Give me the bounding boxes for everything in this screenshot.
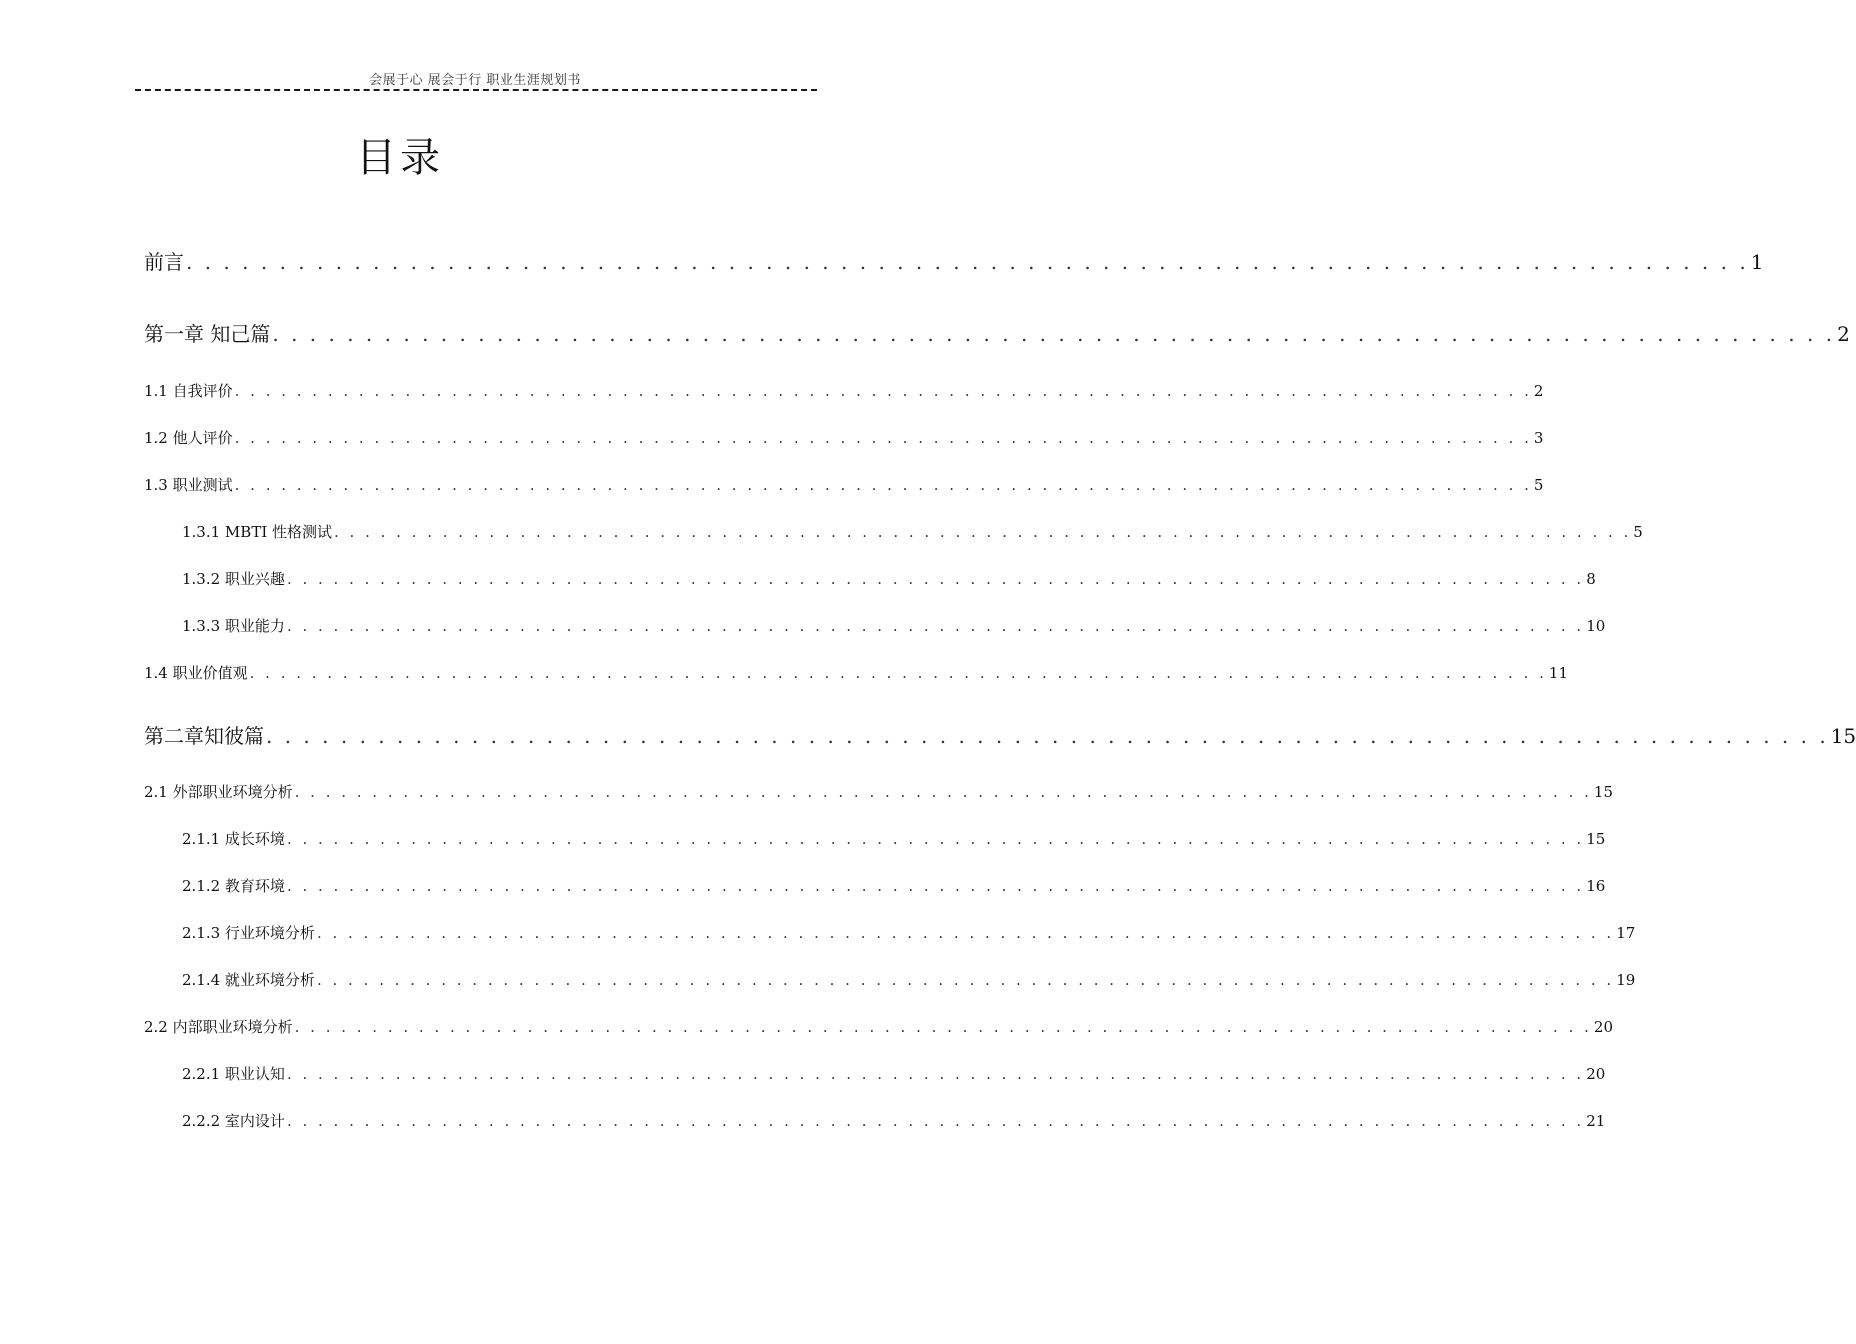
toc-page-number: 5 bbox=[1533, 476, 1544, 494]
toc-entry-label: 2.1.2 教育环境 bbox=[182, 877, 285, 895]
toc-entry-1-3-2[interactable] bbox=[182, 568, 1596, 589]
toc-entry-label: 1.3.2 职业兴趣 bbox=[182, 570, 285, 588]
toc-entry-label: 第二章知彼篇 bbox=[144, 724, 264, 748]
toc-entry-2-1[interactable] bbox=[144, 781, 1613, 802]
toc-entry-1-1[interactable] bbox=[144, 380, 1544, 401]
toc-entry-2-1-3[interactable] bbox=[182, 922, 1636, 943]
toc-page-number: 15 bbox=[1586, 830, 1606, 848]
toc-page-number: 20 bbox=[1593, 1018, 1613, 1036]
toc-title: 目录 bbox=[356, 135, 444, 181]
toc-entry-chapter-1[interactable] bbox=[144, 318, 1850, 347]
toc-dot-leader: . . . . . . . . . . . . . . . . . . . . . . . . . . . . . . . . . . . . . . . . . . . . . . . . . . . . . . . . . . . . . . . . . . . . . . . . . . . . . . . . . . . . bbox=[286, 1065, 1585, 1083]
toc-page-number: 8 bbox=[1586, 570, 1596, 588]
toc-page-number: 10 bbox=[1586, 617, 1606, 635]
toc-entry-label: 第一章 知己篇 bbox=[144, 322, 271, 346]
toc-entry-chapter-2[interactable] bbox=[144, 720, 1856, 749]
toc-entry-label: 2.1.4 就业环境分析 bbox=[182, 971, 315, 989]
toc-entry-1-3-3[interactable] bbox=[182, 615, 1606, 636]
toc-page-number: 17 bbox=[1616, 924, 1636, 942]
toc-dot-leader: . . . . . . . . . . . . . . . . . . . . . . . . . . . . . . . . . . . . . . . . . . . . . . . . . . . . . . . . . . . . . . . . . . . . . . . . . . . . . . . . . . . . bbox=[294, 783, 1592, 801]
toc-entry-2-1-4[interactable] bbox=[182, 969, 1636, 990]
toc-page-number: 20 bbox=[1586, 1065, 1606, 1083]
toc-dot-leader: . . . . . . . . . . . . . . . . . . . . . . . . . . . . . . . . . . . . . . . . . . . . . . . . . . . . . . . . . . . . . . . . . . . . . . . . . . . . . . . . . . . . bbox=[334, 523, 1632, 541]
toc-page-number: 5 bbox=[1633, 523, 1643, 541]
toc-entry-label: 2.1.3 行业环境分析 bbox=[182, 924, 315, 942]
toc-page-number: 2 bbox=[1837, 322, 1850, 346]
toc-entry-label: 1.1 自我评价 bbox=[144, 382, 233, 400]
toc-page-number: 2 bbox=[1533, 382, 1544, 400]
toc-entry-label: 1.3.3 职业能力 bbox=[182, 617, 285, 635]
toc-dot-leader: . . . . . . . . . . . . . . . . . . . . . . . . . . . . . . . . . . . . . . . . . . . . . . . . . . . . . . . . . . . . . . . . . . . . . . . . . . . . . . . . . . . . bbox=[186, 250, 1749, 274]
toc-page-number: 3 bbox=[1533, 429, 1544, 447]
toc-page-number: 1 bbox=[1750, 250, 1764, 274]
toc-entry-label: 1.3 职业测试 bbox=[144, 476, 233, 494]
toc-dot-leader: . . . . . . . . . . . . . . . . . . . . . . . . . . . . . . . . . . . . . . . . . . . . . . . . . . . . . . . . . . . . . . . . . . . . . . . . . . . . . . . . . . . . bbox=[316, 971, 1615, 989]
toc-page-number: 21 bbox=[1586, 1112, 1606, 1130]
toc-dot-leader: . . . . . . . . . . . . . . . . . . . . . . . . . . . . . . . . . . . . . . . . . . . . . . . . . . . . . . . . . . . . . . . . . . . . . . . . . . . . . . . . . . . . bbox=[316, 924, 1615, 942]
page-header: 会展于心 展会于行 职业生涯规划书 bbox=[369, 73, 581, 88]
toc-dot-leader: . . . . . . . . . . . . . . . . . . . . . . . . . . . . . . . . . . . . . . . . . . . . . . . . . . . . . . . . . . . . . . . . . . . . . . . . . . . . . . . . . . . . bbox=[286, 1112, 1585, 1130]
toc-page-number: 15 bbox=[1830, 724, 1856, 748]
toc-entry-label: 2.1.1 成长环境 bbox=[182, 830, 285, 848]
toc-page-number: 11 bbox=[1548, 664, 1568, 682]
toc-dot-leader: . . . . . . . . . . . . . . . . . . . . . . . . . . . . . . . . . . . . . . . . . . . . . . . . . . . . . . . . . . . . . . . . . . . . . . . . . . . . . . . . . . . . bbox=[286, 830, 1585, 848]
toc-dot-leader: . . . . . . . . . . . . . . . . . . . . . . . . . . . . . . . . . . . . . . . . . . . . . . . . . . . . . . . . . . . . . . . . . . . . . . . . . . . . . . . . . . . . bbox=[286, 570, 1585, 588]
toc-dot-leader: . . . . . . . . . . . . . . . . . . . . . . . . . . . . . . . . . . . . . . . . . . . . . . . . . . . . . . . . . . . . . . . . . . . . . . . . . . . . . . . . . . . . bbox=[286, 877, 1585, 895]
toc-entry-2-2-1[interactable] bbox=[182, 1063, 1606, 1084]
toc-entry-preface[interactable] bbox=[144, 246, 1764, 275]
toc-entry-label: 2.1 外部职业环境分析 bbox=[144, 783, 293, 801]
toc-dot-leader: . . . . . . . . . . . . . . . . . . . . . . . . . . . . . . . . . . . . . . . . . . . . . . . . . . . . . . . . . . . . . . . . . . . . . . . . . . . . . . . . . . . . bbox=[234, 382, 1532, 400]
header-divider bbox=[135, 89, 817, 91]
toc-entry-label: 2.2.1 职业认知 bbox=[182, 1065, 285, 1083]
toc-entry-2-1-1[interactable] bbox=[182, 828, 1606, 849]
toc-dot-leader: . . . . . . . . . . . . . . . . . . . . . . . . . . . . . . . . . . . . . . . . . . . . . . . . . . . . . . . . . . . . . . . . . . . . . . . . . . . . . . . . . . . . bbox=[272, 322, 1836, 346]
toc-entry-2-2[interactable] bbox=[144, 1016, 1613, 1037]
toc-page-number: 16 bbox=[1586, 877, 1606, 895]
toc-entry-2-1-2[interactable] bbox=[182, 875, 1606, 896]
toc-entry-1-4[interactable] bbox=[144, 662, 1568, 683]
toc-page-number: 19 bbox=[1616, 971, 1636, 989]
toc-entry-1-3-1[interactable] bbox=[182, 521, 1643, 542]
toc-page-number: 15 bbox=[1593, 783, 1613, 801]
toc-dot-leader: . . . . . . . . . . . . . . . . . . . . . . . . . . . . . . . . . . . . . . . . . . . . . . . . . . . . . . . . . . . . . . . . . . . . . . . . . . . . . . . . . . . . bbox=[286, 617, 1585, 635]
toc-entry-label: 前言 bbox=[144, 250, 184, 274]
toc-dot-leader: . . . . . . . . . . . . . . . . . . . . . . . . . . . . . . . . . . . . . . . . . . . . . . . . . . . . . . . . . . . . . . . . . . . . . . . . . . . . . . . . . . . . bbox=[234, 429, 1532, 447]
toc-dot-leader: . . . . . . . . . . . . . . . . . . . . . . . . . . . . . . . . . . . . . . . . . . . . . . . . . . . . . . . . . . . . . . . . . . . . . . . . . . . . . . . . . . . . bbox=[266, 724, 1829, 748]
toc-dot-leader: . . . . . . . . . . . . . . . . . . . . . . . . . . . . . . . . . . . . . . . . . . . . . . . . . . . . . . . . . . . . . . . . . . . . . . . . . . . . . . . . . . . . bbox=[249, 664, 1547, 682]
toc-entry-1-2[interactable] bbox=[144, 427, 1544, 448]
toc-entry-label: 2.2.2 室内设计 bbox=[182, 1112, 285, 1130]
toc-entry-label: 1.3.1 MBTI 性格测试 bbox=[182, 523, 333, 541]
toc-dot-leader: . . . . . . . . . . . . . . . . . . . . . . . . . . . . . . . . . . . . . . . . . . . . . . . . . . . . . . . . . . . . . . . . . . . . . . . . . . . . . . . . . . . . bbox=[234, 476, 1532, 494]
toc-entry-1-3[interactable] bbox=[144, 474, 1544, 495]
toc-entry-label: 1.2 他人评价 bbox=[144, 429, 233, 447]
toc-entry-label: 2.2 内部职业环境分析 bbox=[144, 1018, 293, 1036]
toc-entry-2-2-2[interactable] bbox=[182, 1110, 1606, 1131]
toc-entry-label: 1.4 职业价值观 bbox=[144, 664, 248, 682]
toc-dot-leader: . . . . . . . . . . . . . . . . . . . . . . . . . . . . . . . . . . . . . . . . . . . . . . . . . . . . . . . . . . . . . . . . . . . . . . . . . . . . . . . . . . . . bbox=[294, 1018, 1592, 1036]
